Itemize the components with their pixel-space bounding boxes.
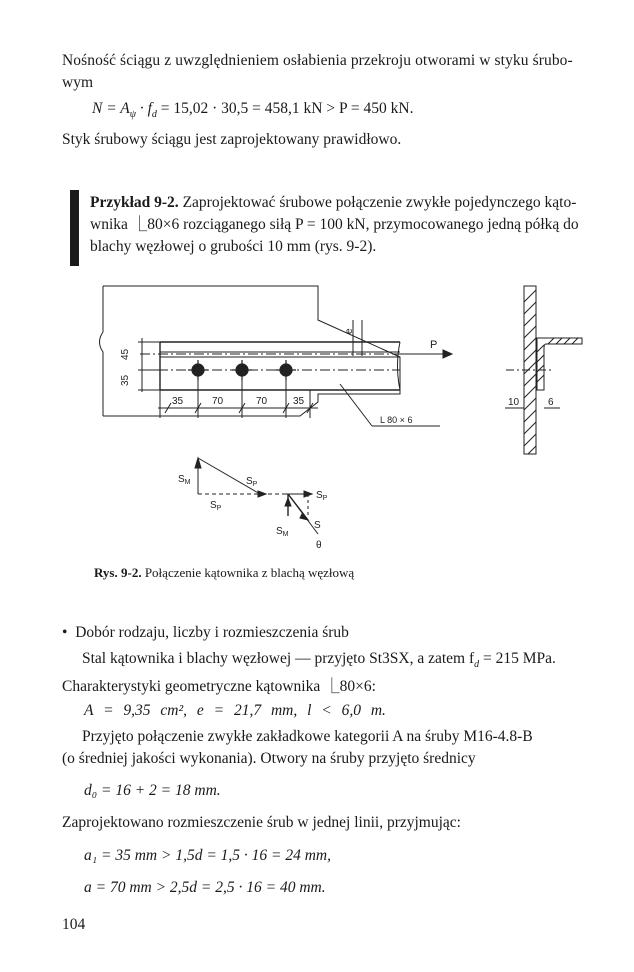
equation-bolt-spacing: a = 70 mm > 2,5d = 2,5 · 16 = 40 mm. (84, 879, 326, 896)
equation-edge-distance: a₁ = 35 mm > 1,5d = 1,5 · 16 = 24 mm, (84, 847, 332, 864)
paragraph-line: Nośność ściągu z uwzględnieniem osłabienia przekroju otworami w styku śrubo- (62, 52, 573, 69)
label-e: e (344, 328, 355, 334)
force-SM-right: $S_M$ (276, 526, 289, 538)
force-SM: $S_M$ (178, 474, 191, 486)
dim-bottom: 35 (172, 396, 184, 407)
paragraph-material: Stal kątownika i blachy węzłowej — przyjęto St3SX, a zatem $f_d = 215$ MPa. Charakterystyki geometryczne kątownika ⎿80×6: (62, 648, 622, 698)
page-number: 104 (62, 916, 86, 933)
paragraph-line: (o średniej jakości wykonania). Otwory na śruby przyjęto średnicy (62, 750, 476, 767)
equation-properties: A = 9,35 cm², e = 21,7 mm, l < 6,0 m. (84, 702, 386, 719)
paragraph-bolts (62, 726, 622, 770)
force-S: S (314, 520, 321, 531)
label-P: P (430, 339, 438, 351)
thickness-angle: 6 (548, 397, 554, 408)
bullet-icon: • (62, 624, 68, 641)
dim-left-bottom: 35 (120, 374, 131, 386)
paragraph-spacing: Zaprojektowano rozmieszczenie śrub w jednej linii, przyjmując: (62, 814, 461, 831)
paragraph-conclusion: Styk śrubowy ściągu jest zaprojektowany prawidłowo. (62, 131, 402, 148)
example-statement: Przykład 9-2. Zaprojektować śrubowe połączenie zwykłe pojedynczego kąto- wnika ⎿80×6 rozciąganego siłą P = 100 kN, przymocowanego jedną półką do blachy węzłowej o grubości 10 mm (rys. 9-2). (90, 192, 620, 258)
force-Sp-top: $S_P$ (246, 476, 258, 488)
dim-bottom: 35 (293, 396, 305, 407)
paragraph-line: blachy węzłowej o grubości 10 mm (rys. 9-2). (90, 238, 377, 255)
paragraph-capacity (62, 50, 622, 94)
force-Sp-bottom: $S_P$ (210, 500, 222, 512)
paragraph-line: Charakterystyki geometryczne kątownika ⎿80×6: (62, 678, 376, 696)
angle-theta: θ (316, 540, 322, 551)
gusset-plate-outline (103, 286, 400, 416)
equation-capacity: $N = A_\psi \cdot f_d = 15,02 \cdot 30,5 = 458,1$ kN > P = 450 kN. (92, 100, 414, 121)
paragraph-line: wnika ⎿80×6 rozciąganego siłą P = 100 kN, przymocowanego jedną półką do (90, 216, 579, 233)
paragraph-line: wym (62, 74, 93, 91)
dim-bottom: 70 (212, 396, 224, 407)
force-Sp-right: $S_P$ (316, 490, 328, 502)
thickness-plate: 10 (508, 397, 520, 408)
dim-bottom: 70 (256, 396, 268, 407)
break-line (100, 286, 104, 416)
caption-label: Rys. 9-2. (94, 565, 142, 580)
example-marker-bar (70, 190, 79, 266)
figure-connection-drawing (0, 272, 634, 592)
dim-left-top: 45 (120, 348, 131, 360)
figure-caption: Rys. 9-2. Połączenie kątownika z blachą węzłową (94, 565, 355, 580)
label-angle-section: L 80 × 6 (380, 415, 413, 425)
example-heading: Przykład 9-2. (90, 194, 179, 211)
bullet-item: • Dobór rodzaju, liczby i rozmieszczenia śrub (62, 624, 349, 641)
equation-hole-diameter: d₀ = 16 + 2 = 18 mm. (84, 782, 221, 799)
paragraph-line: Przyjęto połączenie zwykłe zakładkowe kategorii A na śruby M16-4.8-B (82, 728, 533, 745)
